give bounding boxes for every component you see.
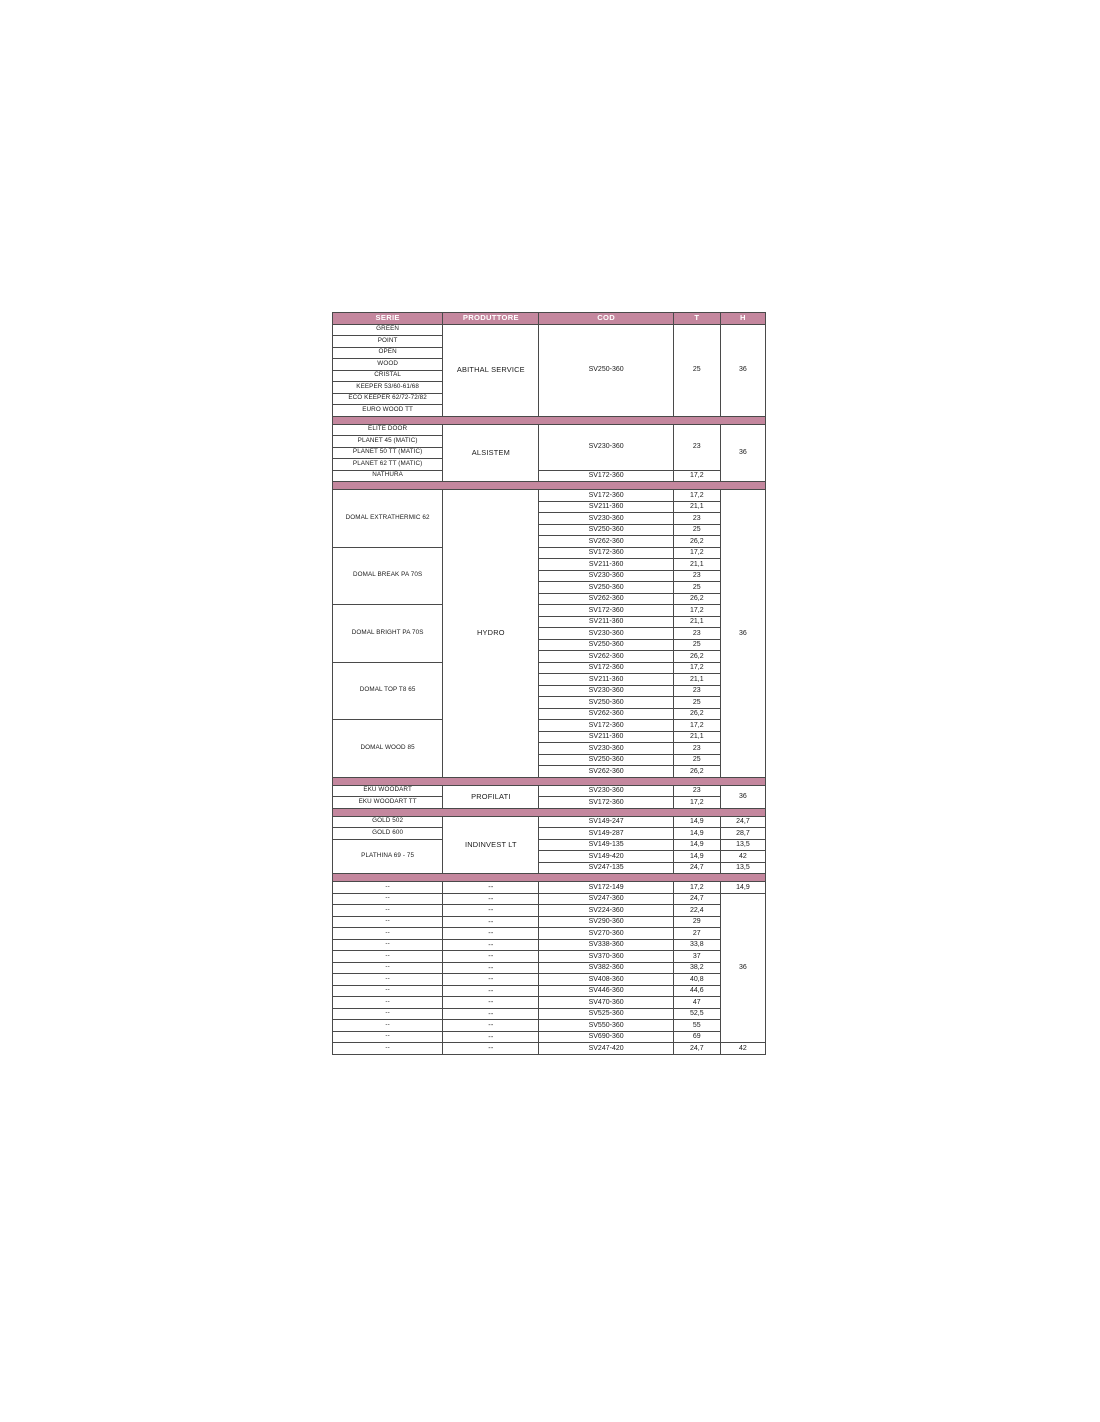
serie-value: POINT [333, 336, 443, 348]
table-row [333, 985, 766, 997]
cod-value: SV230-360 [539, 743, 673, 755]
produttore-value: -- [443, 1043, 539, 1055]
serie-value: DOMAL BREAK PA 70S [333, 547, 443, 605]
table-body [333, 324, 766, 1054]
h-value: 36 [720, 785, 765, 808]
serie-value: -- [333, 1020, 443, 1032]
table-row [333, 797, 766, 809]
t-value: 27 [673, 928, 720, 940]
table-row [333, 882, 766, 894]
cod-value: SV211-360 [539, 559, 673, 571]
produttore-value: ABITHAL SERVICE [443, 324, 539, 416]
group-separator [333, 777, 766, 785]
cod-value: SV247-420 [539, 1043, 673, 1055]
table-row [333, 928, 766, 940]
t-value: 44,6 [673, 985, 720, 997]
column-header-cod: COD [539, 313, 673, 325]
product-spec-table [332, 312, 766, 1055]
cod-value: SV382-360 [539, 962, 673, 974]
h-value: 36 [720, 490, 765, 778]
serie-value: -- [333, 916, 443, 928]
serie-value: GOLD 600 [333, 828, 443, 840]
serie-value: KEEPER 53/60-61/68 [333, 382, 443, 394]
serie-value: WOOD [333, 359, 443, 371]
table-row [333, 974, 766, 986]
produttore-value: HYDRO [443, 490, 539, 778]
t-value: 26,2 [673, 536, 720, 548]
cod-value: SV270-360 [539, 928, 673, 940]
table-row [333, 470, 766, 482]
t-value: 17,2 [673, 470, 720, 482]
t-value: 38,2 [673, 962, 720, 974]
cod-value: SV224-360 [539, 905, 673, 917]
serie-value: EURO WOOD TT [333, 405, 443, 417]
t-value: 55 [673, 1020, 720, 1032]
cod-value: SV149-420 [539, 851, 673, 863]
t-value: 23 [673, 628, 720, 640]
cod-value: SV250-360 [539, 582, 673, 594]
t-value: 24,7 [673, 893, 720, 905]
cod-value: SV338-360 [539, 939, 673, 951]
serie-value: CRISTAL [333, 370, 443, 382]
serie-value: GOLD 502 [333, 816, 443, 828]
t-value: 25 [673, 697, 720, 709]
t-value: 52,5 [673, 1008, 720, 1020]
cod-value: SV250-360 [539, 324, 673, 416]
h-value: 36 [720, 324, 765, 416]
serie-value: EKU WOODART TT [333, 797, 443, 809]
table-row [333, 828, 766, 840]
produttore-value: PROFILATI [443, 785, 539, 808]
cod-value: SV247-360 [539, 893, 673, 905]
t-value: 17,2 [673, 662, 720, 674]
produttore-value: -- [443, 997, 539, 1009]
cod-value: SV408-360 [539, 974, 673, 986]
serie-value: -- [333, 1031, 443, 1043]
t-value: 17,2 [673, 720, 720, 732]
table-row [333, 816, 766, 828]
cod-value: SV230-360 [539, 570, 673, 582]
t-value: 21,1 [673, 731, 720, 743]
cod-value: SV470-360 [539, 997, 673, 1009]
produttore-value: -- [443, 905, 539, 917]
cod-value: SV172-360 [539, 605, 673, 617]
serie-value: -- [333, 951, 443, 963]
serie-value: PLANET 45 (MATIC) [333, 436, 443, 448]
t-value: 25 [673, 524, 720, 536]
t-value: 14,9 [673, 839, 720, 851]
group-separator [333, 482, 766, 490]
h-value: 36 [720, 893, 765, 1043]
column-header-t: T [673, 313, 720, 325]
cod-value: SV211-360 [539, 616, 673, 628]
t-value: 14,9 [673, 851, 720, 863]
cod-value: SV172-360 [539, 547, 673, 559]
cod-value: SV172-360 [539, 720, 673, 732]
table-row [333, 893, 766, 905]
group-separator [333, 416, 766, 424]
cod-value: SV172-360 [539, 470, 673, 482]
serie-value: OPEN [333, 347, 443, 359]
t-value: 25 [673, 324, 720, 416]
serie-value: -- [333, 939, 443, 951]
serie-value: PLANET 62 TT (MATIC) [333, 459, 443, 471]
t-value: 17,2 [673, 490, 720, 502]
table-row [333, 1031, 766, 1043]
h-value: 28,7 [720, 828, 765, 840]
cod-value: SV250-360 [539, 524, 673, 536]
t-value: 40,8 [673, 974, 720, 986]
t-value: 23 [673, 424, 720, 470]
cod-value: SV446-360 [539, 985, 673, 997]
produttore-value: -- [443, 882, 539, 894]
cod-value: SV172-360 [539, 662, 673, 674]
produttore-value: INDINVEST LT [443, 816, 539, 874]
cod-value: SV262-360 [539, 536, 673, 548]
t-value: 26,2 [673, 766, 720, 778]
cod-value: SV230-360 [539, 785, 673, 797]
table-row [333, 547, 766, 559]
cod-value: SV149-287 [539, 828, 673, 840]
produttore-value: -- [443, 893, 539, 905]
cod-value: SV172-149 [539, 882, 673, 894]
table-row [333, 939, 766, 951]
cod-value: SV149-247 [539, 816, 673, 828]
table-row [333, 324, 766, 336]
cod-value: SV290-360 [539, 916, 673, 928]
serie-value: DOMAL BRIGHT PA 70S [333, 605, 443, 663]
cod-value: SV250-360 [539, 754, 673, 766]
serie-value: -- [333, 928, 443, 940]
t-value: 17,2 [673, 605, 720, 617]
cod-value: SV262-360 [539, 593, 673, 605]
table-row [333, 962, 766, 974]
cod-value: SV230-360 [539, 685, 673, 697]
t-value: 24,7 [673, 862, 720, 874]
t-value: 26,2 [673, 708, 720, 720]
table-row [333, 720, 766, 732]
table-row [333, 1043, 766, 1055]
t-value: 33,8 [673, 939, 720, 951]
column-header-produttore: PRODUTTORE [443, 313, 539, 325]
table-row [333, 997, 766, 1009]
table-row [333, 1008, 766, 1020]
produttore-value: -- [443, 951, 539, 963]
t-value: 22,4 [673, 905, 720, 917]
table-row [333, 605, 766, 617]
serie-value: -- [333, 985, 443, 997]
table-row [333, 951, 766, 963]
t-value: 25 [673, 639, 720, 651]
h-value: 42 [720, 851, 765, 863]
produttore-value: -- [443, 928, 539, 940]
serie-value: EKU WOODART [333, 785, 443, 797]
table-row [333, 424, 766, 436]
t-value: 47 [673, 997, 720, 1009]
produttore-value: -- [443, 1020, 539, 1032]
produttore-value: -- [443, 939, 539, 951]
produttore-value: ALSISTEM [443, 424, 539, 482]
table-row [333, 490, 766, 502]
t-value: 26,2 [673, 651, 720, 663]
cod-value: SV370-360 [539, 951, 673, 963]
cod-value: SV525-360 [539, 1008, 673, 1020]
serie-value: NATHURA [333, 470, 443, 482]
t-value: 69 [673, 1031, 720, 1043]
t-value: 21,1 [673, 501, 720, 513]
column-header-serie: SERIE [333, 313, 443, 325]
t-value: 14,9 [673, 816, 720, 828]
table-row [333, 916, 766, 928]
h-value: 13,5 [720, 862, 765, 874]
t-value: 23 [673, 570, 720, 582]
t-value: 21,1 [673, 616, 720, 628]
h-value: 14,9 [720, 882, 765, 894]
t-value: 17,2 [673, 547, 720, 559]
cod-value: SV262-360 [539, 708, 673, 720]
produttore-value: -- [443, 1031, 539, 1043]
serie-value: -- [333, 962, 443, 974]
produttore-value: -- [443, 974, 539, 986]
table-header [333, 313, 766, 325]
serie-value: -- [333, 893, 443, 905]
t-value: 26,2 [673, 593, 720, 605]
cod-value: SV550-360 [539, 1020, 673, 1032]
h-value: 36 [720, 424, 765, 482]
group-separator [333, 808, 766, 816]
cod-value: SV172-360 [539, 797, 673, 809]
t-value: 17,2 [673, 797, 720, 809]
h-value: 24,7 [720, 816, 765, 828]
serie-value: ELITE DOOR [333, 424, 443, 436]
serie-value: DOMAL WOOD 85 [333, 720, 443, 778]
t-value: 21,1 [673, 674, 720, 686]
cod-value: SV690-360 [539, 1031, 673, 1043]
cod-value: SV230-360 [539, 628, 673, 640]
cod-value: SV250-360 [539, 697, 673, 709]
produttore-value: -- [443, 916, 539, 928]
serie-value: -- [333, 882, 443, 894]
cod-value: SV230-360 [539, 513, 673, 525]
serie-value: DOMAL TOP T8 65 [333, 662, 443, 720]
column-header-h: H [720, 313, 765, 325]
cod-value: SV211-360 [539, 501, 673, 513]
t-value: 21,1 [673, 559, 720, 571]
serie-value: -- [333, 1008, 443, 1020]
t-value: 17,2 [673, 882, 720, 894]
table-row [333, 839, 766, 851]
cod-value: SV230-360 [539, 424, 673, 470]
serie-value: DOMAL EXTRATHERMIC 62 [333, 490, 443, 548]
table-row [333, 662, 766, 674]
cod-value: SV250-360 [539, 639, 673, 651]
cod-value: SV262-360 [539, 651, 673, 663]
produttore-value: -- [443, 985, 539, 997]
serie-value: -- [333, 1043, 443, 1055]
serie-value: GREEN [333, 324, 443, 336]
t-value: 25 [673, 582, 720, 594]
serie-value: -- [333, 974, 443, 986]
cod-value: SV149-135 [539, 839, 673, 851]
t-value: 23 [673, 785, 720, 797]
t-value: 29 [673, 916, 720, 928]
table-row [333, 1020, 766, 1032]
t-value: 25 [673, 754, 720, 766]
produttore-value: -- [443, 1008, 539, 1020]
table-row [333, 905, 766, 917]
t-value: 37 [673, 951, 720, 963]
t-value: 24,7 [673, 1043, 720, 1055]
t-value: 23 [673, 513, 720, 525]
produttore-value: -- [443, 962, 539, 974]
serie-value: -- [333, 997, 443, 1009]
t-value: 14,9 [673, 828, 720, 840]
cod-value: SV211-360 [539, 731, 673, 743]
cod-value: SV172-360 [539, 490, 673, 502]
header-row [333, 313, 766, 325]
t-value: 23 [673, 743, 720, 755]
serie-value: ECO KEEPER 62/72-72/82 [333, 393, 443, 405]
table-row [333, 785, 766, 797]
t-value: 23 [673, 685, 720, 697]
cod-value: SV247-135 [539, 862, 673, 874]
serie-value: -- [333, 905, 443, 917]
cod-value: SV211-360 [539, 674, 673, 686]
group-separator [333, 874, 766, 882]
serie-value: PLATHINA 69 - 75 [333, 839, 443, 874]
h-value: 13,5 [720, 839, 765, 851]
h-value: 42 [720, 1043, 765, 1055]
serie-value: PLANET 50 TT (MATIC) [333, 447, 443, 459]
spec-sheet [332, 312, 766, 1055]
cod-value: SV262-360 [539, 766, 673, 778]
